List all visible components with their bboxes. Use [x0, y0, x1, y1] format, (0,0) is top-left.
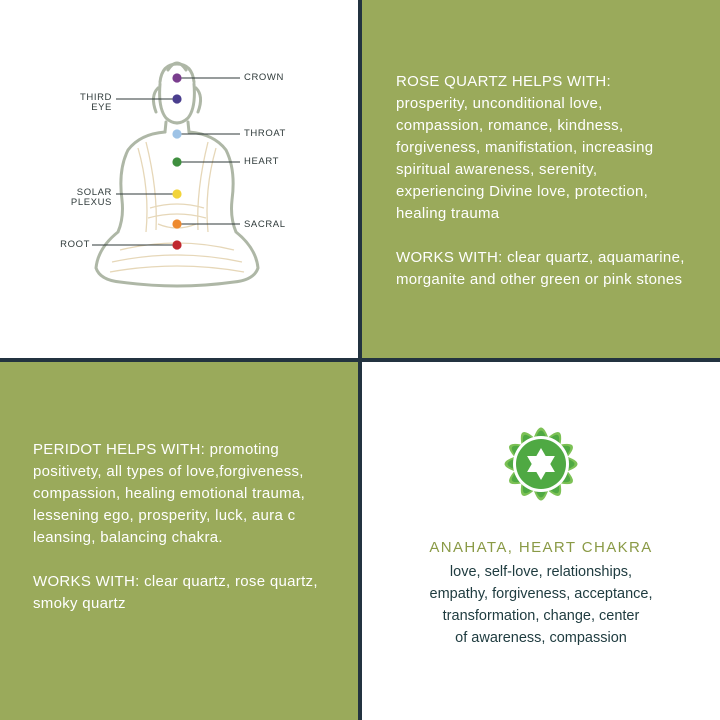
- anahata-panel: [362, 362, 720, 720]
- label-root: ROOT: [60, 239, 90, 250]
- rose-quartz-helps-line: compassion, romance, kindness,: [396, 117, 624, 134]
- rose-quartz-text: [396, 71, 706, 291]
- peridot-helps-line: leansing, balancing chakra.: [33, 529, 223, 546]
- label-solar-plexus: [50, 188, 112, 208]
- peridot-text: [33, 439, 333, 615]
- rose-quartz-works-line: morganite and other green or pink stones: [396, 271, 683, 288]
- rose-quartz-helps-line: spiritual awareness, serenity,: [396, 161, 598, 178]
- rose-quartz-helps-line: ROSE QUARTZ HELPS WITH:: [396, 73, 611, 90]
- rose-quartz-panel: [362, 0, 720, 358]
- meditating-figure-illustration: [0, 0, 358, 358]
- peridot-works-line: smoky quartz: [33, 595, 126, 612]
- label-third-eye-line2: EYE: [91, 102, 112, 113]
- anahata-desc-line: empathy, forgiveness, acceptance,: [429, 586, 653, 602]
- rose-quartz-helps-line: prosperity, unconditional love,: [396, 95, 603, 112]
- rose-quartz-helps-line: healing trauma: [396, 205, 500, 222]
- anahata-description: [402, 561, 680, 649]
- throat-chakra-dot: [172, 129, 181, 138]
- label-third-eye-line1: THIRD: [79, 92, 112, 103]
- third-eye-chakra-dot: [172, 94, 181, 103]
- root-chakra-dot: [172, 240, 181, 249]
- label-crown: CROWN: [244, 72, 284, 83]
- anahata-desc-line: transformation, change, center: [442, 608, 640, 624]
- label-solar-line1: SOLAR: [76, 187, 112, 198]
- crown-chakra-dot: [172, 73, 181, 82]
- peridot-helps-line: positivety, all types of love,forgiveness,: [33, 463, 304, 480]
- rose-quartz-helps-line: experiencing Divine love, protection,: [396, 183, 649, 200]
- label-third-eye: [60, 93, 112, 113]
- label-throat: THROAT: [244, 128, 286, 139]
- anahata-desc-line: of awareness, compassion: [455, 630, 627, 646]
- heart-chakra-icon: [496, 419, 586, 509]
- label-sacral: SACRAL: [244, 219, 286, 230]
- peridot-helps-line: lessening ego, prosperity, luck, aura c: [33, 507, 296, 524]
- sacral-chakra-dot: [172, 219, 181, 228]
- rose-quartz-works-line: WORKS WITH: clear quartz, aquamarine,: [396, 249, 685, 266]
- anahata-title: ANAHATA, HEART CHAKRA: [429, 539, 653, 556]
- peridot-panel: [0, 362, 358, 720]
- chakra-diagram-panel: [0, 0, 358, 358]
- peridot-helps-line: PERIDOT HELPS WITH: promoting: [33, 441, 279, 458]
- rose-quartz-helps-line: forgiveness, manifistation, increasing: [396, 139, 654, 156]
- heart-chakra-dot: [172, 157, 181, 166]
- label-solar-line2: PLEXUS: [70, 197, 112, 208]
- anahata-desc-line: love, self-love, relationships,: [449, 564, 633, 580]
- label-heart: HEART: [244, 156, 280, 167]
- solar-plexus-chakra-dot: [172, 189, 181, 198]
- peridot-helps-line: compassion, healing emotional trauma,: [33, 485, 306, 502]
- peridot-works-line: WORKS WITH: clear quartz, rose quartz,: [33, 573, 318, 590]
